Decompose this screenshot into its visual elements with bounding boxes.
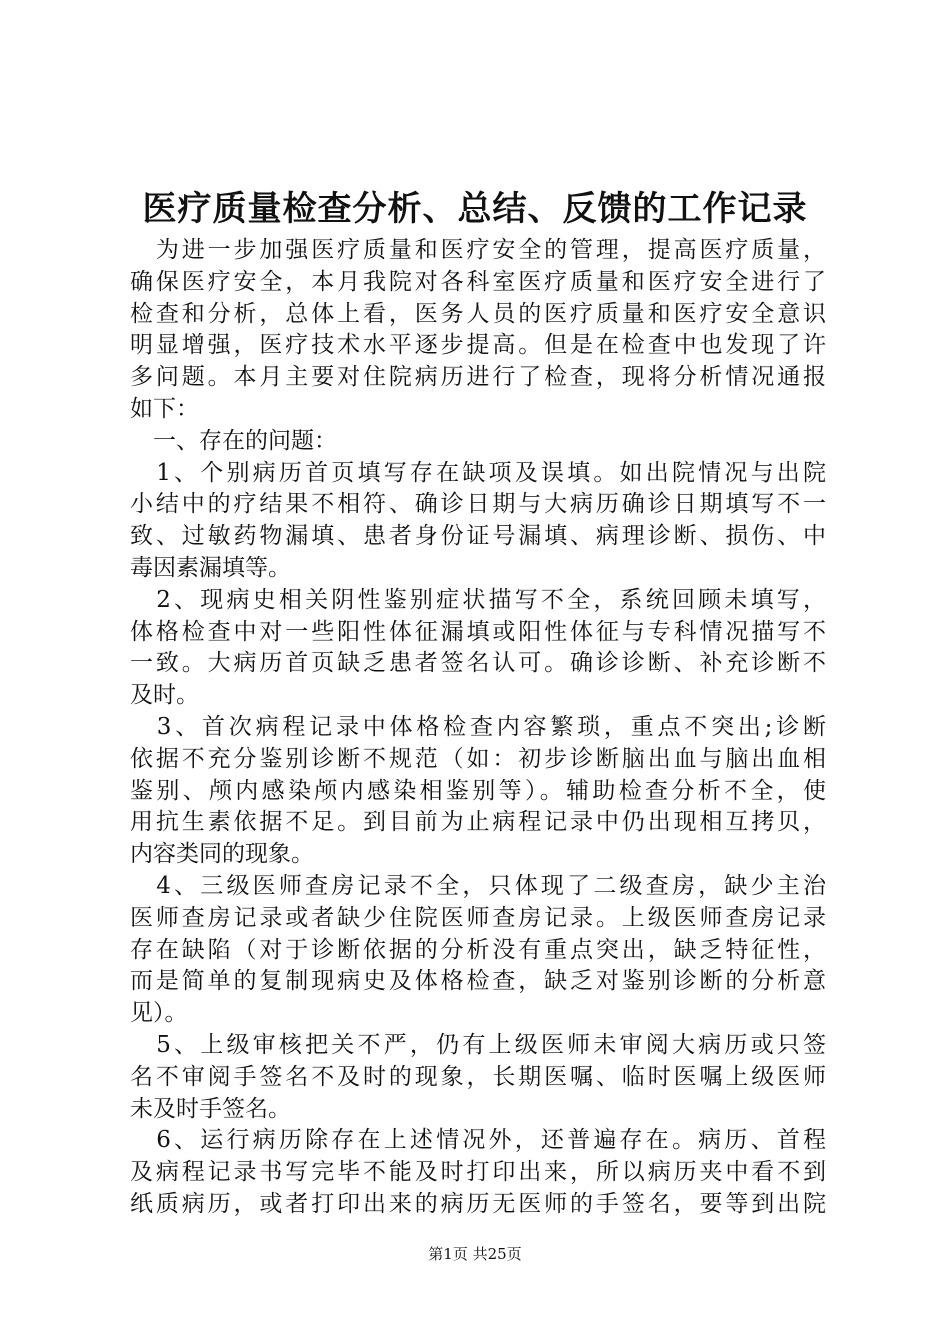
document-body — [130, 235, 826, 1221]
paragraph-line: 及病程记录书写完毕不能及时打印出来，所以病历夹中看不到 — [130, 1159, 826, 1186]
paragraph-line: 3、首次病程记录中体格检查内容繁琐，重点不突出;诊断 — [130, 713, 826, 740]
paragraph-line: 1、个别病历首页填写存在缺项及误填。如出院情况与出院 — [130, 459, 826, 486]
paragraph-line: 内容类同的现象。 — [130, 841, 314, 868]
paragraph-line: 多问题。本月主要对住院病历进行了检查，现将分析情况通报 — [130, 364, 826, 391]
paragraph-line: 存在缺陷（对于诊断依据的分析没有重点突出，缺乏特征性， — [130, 936, 826, 963]
paragraph-line: 4、三级医师查房记录不全，只体现了二级查房，缺少主治 — [130, 872, 826, 899]
paragraph-line: 检查和分析，总体上看，医务人员的医疗质量和医疗安全意识 — [130, 300, 826, 327]
paragraph-line: 明显增强，医疗技术水平逐步提高。但是在检查中也发现了许 — [130, 332, 826, 359]
paragraph-line: 体格检查中对一些阳性体征漏填或阳性体征与专科情况描写不 — [130, 618, 826, 645]
paragraph-line: 致、过敏药物漏填、患者身份证号漏填、病理诊断、损伤、中 — [130, 523, 826, 550]
paragraph-line: 依据不充分鉴别诊断不规范（如：初步诊断脑出血与脑出血相 — [130, 745, 826, 772]
paragraph-line: 2、现病史相关阴性鉴别症状描写不全，系统回顾未填写， — [130, 586, 826, 613]
paragraph-line: 用抗生素依据不足。到目前为止病程记录中仍出现相互拷贝， — [130, 809, 826, 836]
paragraph-line: 纸质病历，或者打印出来的病历无医师的手签名，要等到出院 — [130, 1190, 826, 1217]
paragraph-line: 如下： — [130, 395, 199, 422]
paragraph-line: 确保医疗安全，本月我院对各科室医疗质量和医疗安全进行了 — [130, 268, 826, 295]
paragraph-line: 一致。大病历首页缺乏患者签名认可。确诊诊断、补充诊断不 — [130, 650, 826, 677]
section-heading: 一、存在的问题： — [130, 427, 337, 454]
paragraph-line: 名不审阅手签名不及时的现象，长期医嘱、临时医嘱上级医师 — [130, 1063, 826, 1090]
paragraph-line: 为进一步加强医疗质量和医疗安全的管理，提高医疗质量， — [130, 237, 826, 263]
paragraph-line: 6、运行病历除存在上述情况外，还普遍存在。病历、首程 — [130, 1127, 826, 1154]
paragraph-line: 毒因素漏填等。 — [130, 554, 291, 581]
paragraph-line: 医师查房记录或者缺少住院医师查房记录。上级医师查房记录 — [130, 904, 826, 931]
paragraph-line: 而是简单的复制现病史及体格检查，缺乏对鉴别诊断的分析意 — [130, 968, 826, 995]
paragraph-line: 5、上级审核把关不严，仍有上级医师未审阅大病历或只签 — [130, 1031, 826, 1058]
paragraph-line: 未及时手签名。 — [130, 1095, 291, 1122]
paragraph-line: 小结中的疗结果不相符、确诊日期与大病历确诊日期填写不一 — [130, 491, 826, 518]
document-title: 医疗质量检查分析、总结、反馈的工作记录 — [142, 189, 808, 229]
page-footer: 第1页 共25页 — [428, 1245, 522, 1263]
paragraph-line: 鉴别、颅内感染颅内感染相鉴别等）。辅助检查分析不全，使 — [130, 777, 826, 804]
paragraph-line: 见）。 — [130, 1000, 188, 1027]
paragraph-line: 及时。 — [130, 682, 199, 709]
